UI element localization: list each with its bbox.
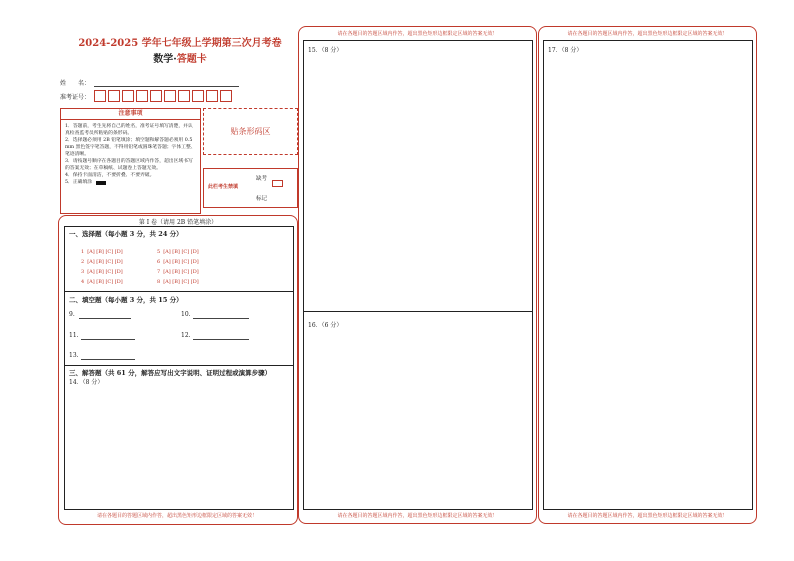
mc-options[interactable]: [A] [B] [C] [D] bbox=[87, 259, 123, 265]
mc-row[interactable] bbox=[81, 269, 123, 275]
mc-row[interactable] bbox=[157, 259, 199, 265]
notice-box bbox=[60, 108, 201, 214]
warning-middle-top: 请在各题目的答题区域内作答，超出黑色矩形边框限定区域的答案无效！ bbox=[337, 31, 498, 37]
id-cell[interactable] bbox=[150, 90, 162, 102]
subject-name: 数学 bbox=[153, 54, 174, 65]
exam-title: 2024-2025 学年七年级上学期第三次月考卷 bbox=[78, 38, 282, 49]
absent-label-bottom: 标记 bbox=[256, 196, 268, 202]
student-id-label: 准考证号： bbox=[60, 94, 91, 101]
id-cell[interactable] bbox=[206, 90, 218, 102]
notice-item: 4．保持卡面清洁，不要折叠、不要弄破。 bbox=[65, 173, 155, 178]
id-cell[interactable] bbox=[136, 90, 148, 102]
fill-answer-line[interactable] bbox=[79, 318, 131, 319]
mc-row[interactable] bbox=[81, 249, 123, 255]
mc-options[interactable]: [A] [B] [C] [D] bbox=[163, 269, 199, 275]
question-17-area[interactable] bbox=[543, 40, 753, 510]
fill-title: 二、填空题（每小题 3 分，共 15 分） bbox=[69, 296, 183, 304]
mc-row[interactable] bbox=[157, 279, 199, 285]
fill-answer-line[interactable] bbox=[81, 359, 135, 360]
fill-blank-section bbox=[64, 291, 294, 366]
id-cell[interactable] bbox=[192, 90, 204, 102]
mc-qnum: 1 bbox=[81, 249, 85, 255]
fill-num: 12. bbox=[181, 332, 191, 339]
mc-options[interactable]: [A] [B] [C] [D] bbox=[87, 269, 123, 275]
id-cell[interactable] bbox=[220, 90, 232, 102]
question-14-label: 14．（8 分） bbox=[69, 379, 104, 386]
fill-answer-line[interactable] bbox=[193, 339, 249, 340]
notice-item: 2．选择题必须用 2B 铅笔填涂；填空题和解答题必须用 0.5 mm 黑色签字笔答题，不得用铅笔或圆珠笔答题；字体工整、笔迹清晰。 bbox=[65, 138, 196, 157]
question-17-label: 17．（8 分） bbox=[548, 47, 583, 54]
mc-options[interactable]: [A] [B] [C] [D] bbox=[87, 249, 123, 255]
question-15-area[interactable] bbox=[303, 40, 533, 312]
notice-item: 3．请按题号顺序在各题目的答题区域内作答，超出区域书写的答案无效；在草稿纸、试题卷上答题无效。 bbox=[65, 159, 193, 171]
mc-qnum: 4 bbox=[81, 279, 85, 285]
mc-row[interactable] bbox=[81, 259, 123, 265]
id-cell[interactable] bbox=[108, 90, 120, 102]
absent-mark-box bbox=[203, 168, 298, 208]
absent-label-top: 缺考 bbox=[256, 176, 268, 182]
warning-right-bottom: 请在各题目的答题区域内作答，超出黑色矩形边框限定区域的答案无效！ bbox=[567, 513, 728, 519]
barcode-label: 贴条形码区 bbox=[230, 127, 271, 136]
solve-title: 三、解答题（共 61 分，解答应写出文字说明、证明过程或演算步骤） bbox=[69, 369, 272, 377]
notice-item: 5．正确填涂 bbox=[65, 180, 93, 185]
mc-qnum: 8 bbox=[157, 279, 161, 285]
question-16-label: 16．（6 分） bbox=[308, 322, 343, 329]
mc-row[interactable] bbox=[157, 249, 199, 255]
absent-warning: 此栏考生禁填 bbox=[208, 184, 239, 190]
subject-dot: · bbox=[173, 54, 177, 65]
barcode-area bbox=[203, 108, 298, 155]
warning-right-top: 请在各题目的答题区域内作答，超出黑色矩形边框限定区域的答案无效！ bbox=[567, 31, 728, 37]
mc-options[interactable]: [A] [B] [C] [D] bbox=[87, 279, 123, 285]
id-cell[interactable] bbox=[122, 90, 134, 102]
filled-bubble-sample bbox=[96, 181, 106, 185]
fill-answer-line[interactable] bbox=[193, 318, 249, 319]
mc-options[interactable]: [A] [B] [C] [D] bbox=[163, 259, 199, 265]
multiple-choice-section bbox=[64, 226, 294, 292]
fill-num: 9. bbox=[69, 311, 75, 318]
mc-qnum: 2 bbox=[81, 259, 85, 265]
mc-options[interactable]: [A] [B] [C] [D] bbox=[163, 279, 199, 285]
mc-title: 一、选择题（每小题 3 分，共 24 分） bbox=[69, 230, 183, 238]
subject-heading bbox=[60, 50, 300, 65]
id-cell[interactable] bbox=[178, 90, 190, 102]
notice-title: 注意事项 bbox=[61, 109, 200, 120]
fill-answer-line[interactable] bbox=[81, 339, 135, 340]
warning-left: 请在各题目的答题区域内作答，超出黑色矩形边框限定区域的答案无效！ bbox=[96, 513, 257, 519]
mc-row[interactable] bbox=[157, 269, 199, 275]
mc-qnum: 3 bbox=[81, 269, 85, 275]
absent-checkbox[interactable] bbox=[272, 180, 283, 187]
name-label: 姓 名： bbox=[60, 80, 91, 87]
fill-num: 11. bbox=[69, 332, 79, 339]
warning-middle-bottom: 请在各题目的答题区域内作答，超出黑色矩形边框限定区域的答案无效！ bbox=[337, 513, 498, 519]
mc-row[interactable] bbox=[81, 279, 123, 285]
question-16-area[interactable] bbox=[303, 311, 533, 510]
question-15-label: 15．（8 分） bbox=[308, 47, 343, 54]
id-cell[interactable] bbox=[164, 90, 176, 102]
fill-num: 10. bbox=[181, 311, 191, 318]
fill-num: 13. bbox=[69, 352, 79, 359]
answer-card-label: 答题卡 bbox=[176, 54, 207, 65]
name-field[interactable] bbox=[94, 86, 239, 87]
notice-item: 1．答题前，考生先将自己的姓名，准考证号填写清楚，并认真检查监考员所粘贴的条形码。 bbox=[65, 124, 193, 136]
mc-qnum: 6 bbox=[157, 259, 161, 265]
mc-qnum: 7 bbox=[157, 269, 161, 275]
solve-section[interactable] bbox=[64, 365, 294, 510]
mc-qnum: 5 bbox=[157, 249, 161, 255]
part1-header: 第 Ⅰ 卷（请用 2B 铅笔填涂） bbox=[138, 219, 218, 226]
mc-options[interactable]: [A] [B] [C] [D] bbox=[163, 249, 199, 255]
id-cell[interactable] bbox=[94, 90, 106, 102]
